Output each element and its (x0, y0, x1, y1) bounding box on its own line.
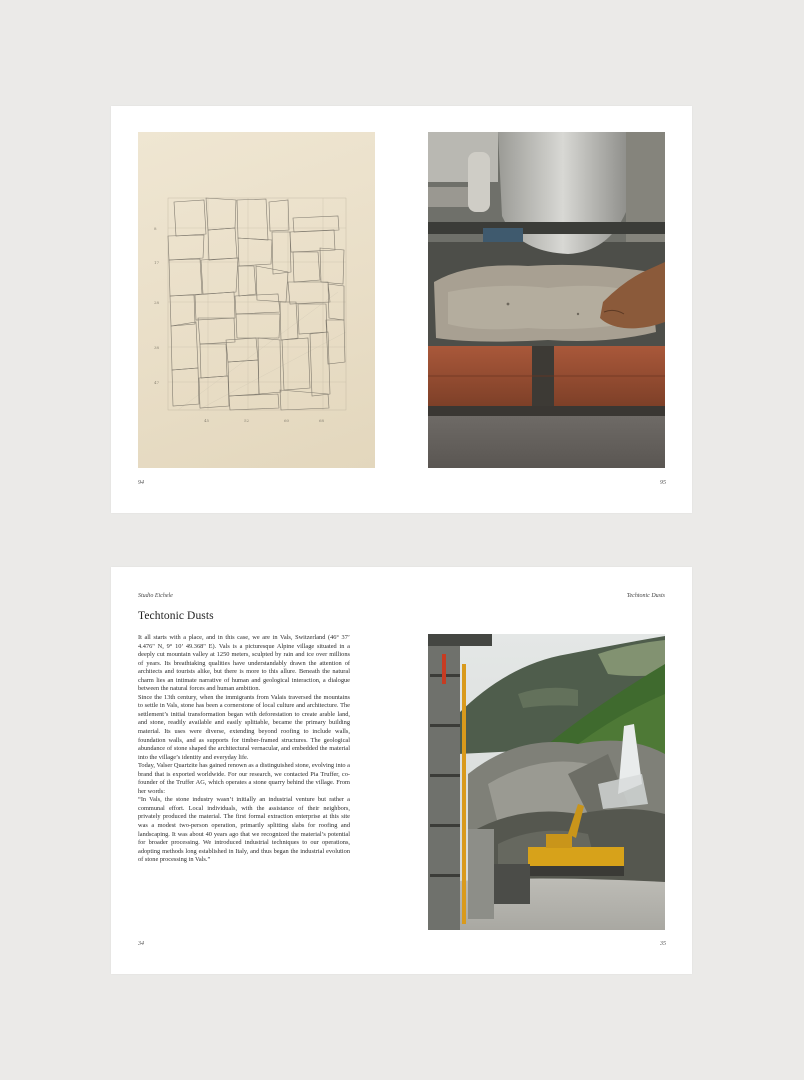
drawing-svg (138, 132, 375, 468)
quarry-photo-svg (428, 634, 665, 930)
page-number-left: 34 (138, 941, 144, 947)
article-title: Techtonic Dusts (138, 610, 214, 622)
quote-paragraph: “In Vals, the stone industry wasn’t initially an industrial venture but rather a communal effort. Local individuals, with the assistance of their neighbors, privately produced the material. The first formal extraction enterprise at this site was a modest two-person operation, primarily splitting slabs for roofing and landscaping. It was about 40 years ago that we recognized the material’s potential for broader processing. We introduced industrial techniques to our operations, adopting methods long established in Italy, and thus began the industrial evolution of stone processing in Vals.” (138, 796, 350, 864)
book-spread-bottom (111, 567, 692, 974)
paragraph: Since the 13th century, when the immigrants from Valais traversed the mountains to settle in Vals, stone has been a cornerstone of local culture and architecture. The settlement’s initial transformation began with deforestation to create arable land, and stone, readily available and easily splittable, became the primary building material. Its uses were diverse, extending beyond roofing to include walls, foundation walls, and as supports for timber-framed structures. The geological abundance of stone shaped the architectural vernacular, and embedded the material into the village’s identity and everyday life. (138, 693, 350, 761)
grid-label-bottom: 60 (284, 418, 290, 423)
photo-vals-quarry (428, 634, 665, 930)
page-number-right: 95 (660, 480, 666, 486)
running-header-right: Techtonic Dusts (626, 593, 665, 599)
grid-label-left: 17 (154, 260, 160, 265)
stone-photo-svg (428, 132, 665, 468)
book-spread-top (111, 106, 692, 513)
page-number-left: 94 (138, 480, 144, 486)
grid-label-left: 28 (154, 300, 160, 305)
grid-label-left: 8 (154, 226, 157, 231)
grid-label-bottom: 45 (204, 418, 210, 423)
paragraph: It all starts with a place, and in this case, we are in Vals, Switzerland (46° 37’ 4.476" N, 9° 10’ 49.368" E). Vals is a picturesque Alpine village situated in a deeply cut mountain valley at 1250 meters, sculpted by rain and ice over millions of years. Its breathtaking qualities have understandably drawn the attention of architects and tourists alike, but there is more to this allure. Beneath the natural charm lies an intimate narrative of human and geological interaction, a dialogue between the natural forces and human ambition. (138, 634, 350, 693)
grid-label-left: 38 (154, 345, 160, 350)
page-number-right: 35 (660, 941, 666, 947)
article-body (138, 634, 350, 865)
grid-label-bottom: 68 (319, 418, 325, 423)
pencil-drawing-stone-grid (138, 132, 375, 468)
photo-stone-cutting-machine (428, 132, 665, 468)
paragraph: Today, Valser Quartzite has gained renown as a distinguished stone, evolving into a brand that is exported worldwide. For our research, we contacted Pia Truffer, co-founder of the Truffer AG, which operates a stone quarry behind the village. From her words: (138, 762, 350, 795)
running-header-left: Studio Eichele (138, 593, 173, 599)
grid-label-bottom: 52 (244, 418, 250, 423)
grid-label-left: 47 (154, 380, 160, 385)
